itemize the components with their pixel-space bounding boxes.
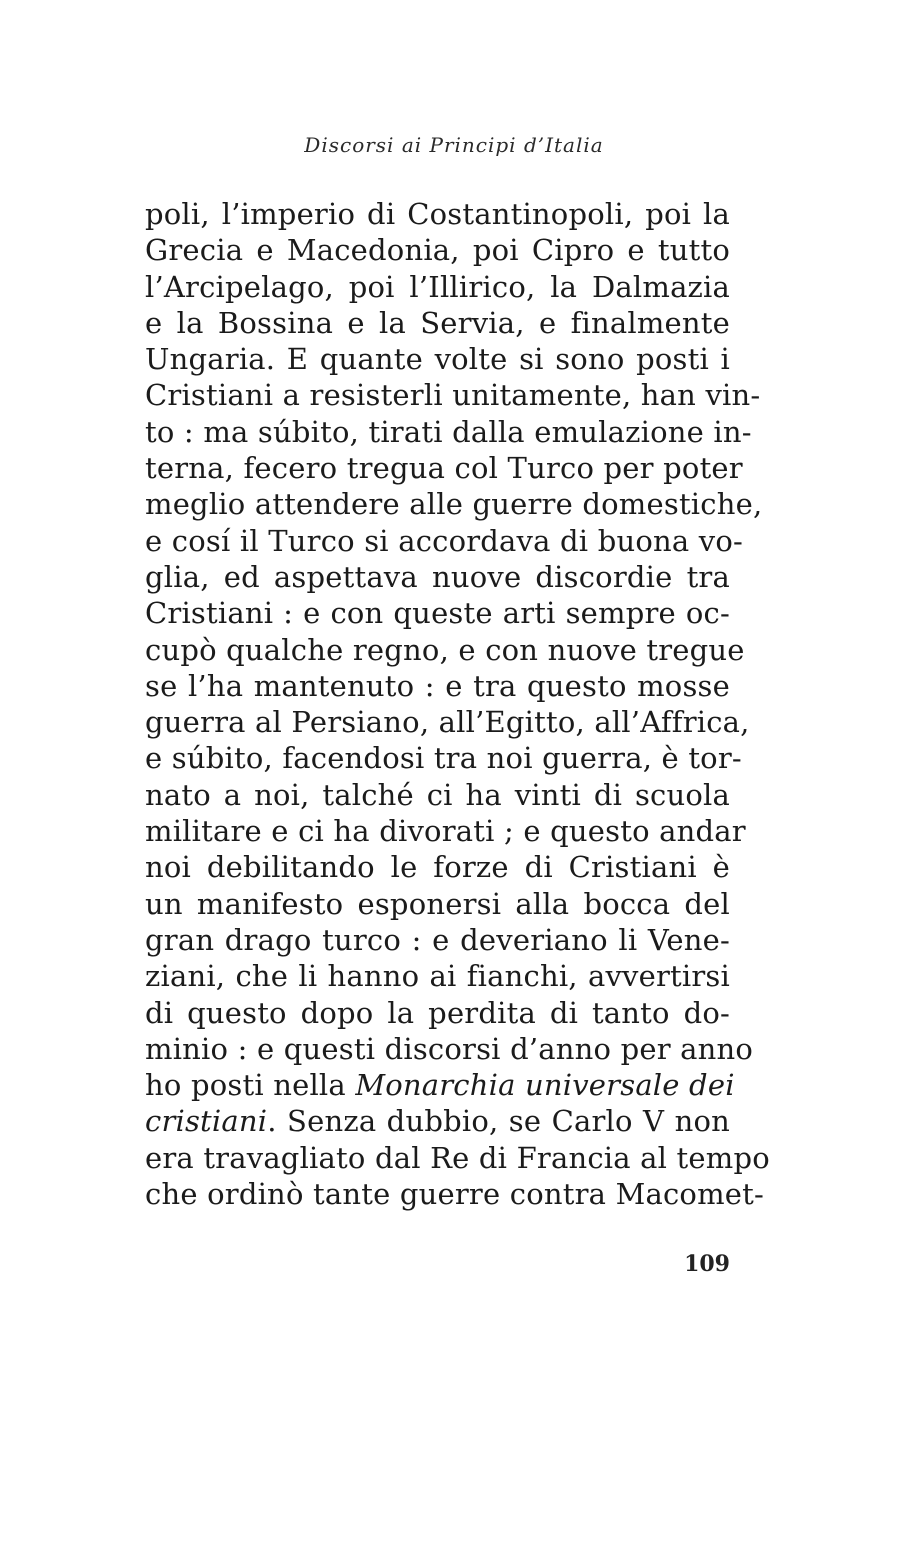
text-line: e cosí il Turco si accordava di buona vo- — [145, 523, 744, 558]
text-line: di questo dopo la perdita di tanto do- — [145, 995, 730, 1030]
text-line: e la Bossina e la Servia, e finalmente — [145, 305, 730, 340]
text-line: to : ma súbito, tirati dalla emulazione in- — [145, 414, 752, 449]
text-line: noi debilitando le forze di Cristiani è — [145, 850, 730, 885]
italic-title: Monarchia universale dei — [355, 1068, 735, 1103]
text-line: guerra al Persiano, all’Egitto, all’Affrica, — [145, 705, 750, 740]
text-line: militare e ci ha divorati ; e questo andar — [145, 814, 746, 849]
text-line: cupò qualche regno, e con nuove tregue — [145, 632, 745, 667]
text-line: l’Arcipelago, poi l’Illirico, la Dalmazia — [145, 269, 730, 304]
text-line: e súbito, facendosi tra noi guerra, è tor- — [145, 741, 742, 776]
text-line: Cristiani a resisterli unitamente, han vin- — [145, 378, 761, 413]
text-line: Cristiani : e con queste arti sempre oc- — [145, 596, 730, 631]
text-line: gran drago turco : e deveriano li Vene- — [145, 922, 730, 957]
text-line: un manifesto esponersi alla bocca del — [145, 886, 730, 921]
text-line: minio : e questi discorsi d’anno per anno — [145, 1031, 754, 1066]
text-line: era travagliato dal Re di Francia al tempo — [145, 1140, 770, 1175]
text-line: se l’ha mantenuto : e tra questo mosse — [145, 668, 730, 703]
body-text — [145, 196, 770, 1212]
text-line: Grecia e Macedonia, poi Cipro e tutto — [145, 233, 730, 268]
text-line: cristiani. Senza dubbio, se Carlo V non — [145, 1104, 730, 1139]
running-header: Discorsi ai Principi d’Italia — [304, 133, 604, 157]
page-number: 109 — [684, 1251, 730, 1277]
text-line: Ungaria. E quante volte si sono posti i — [145, 342, 730, 377]
text-line: nato a noi, talché ci ha vinti di scuola — [145, 777, 730, 812]
text-line: terna, fecero tregua col Turco per poter — [145, 451, 743, 486]
text-line: glia, ed aspettava nuove discordie tra — [145, 559, 730, 594]
italic-title: cristiani — [145, 1104, 268, 1139]
text-line: poli, l’imperio di Costantinopoli, poi la — [145, 197, 730, 231]
text-line: ziani, che li hanno ai fianchi, avvertirsi — [145, 959, 730, 994]
text-line: ho posti nella Monarchia universale dei — [145, 1068, 735, 1103]
text-line: che ordinò tante guerre contra Macomet- — [145, 1177, 764, 1212]
text-line: meglio attendere alle guerre domestiche, — [145, 487, 763, 522]
